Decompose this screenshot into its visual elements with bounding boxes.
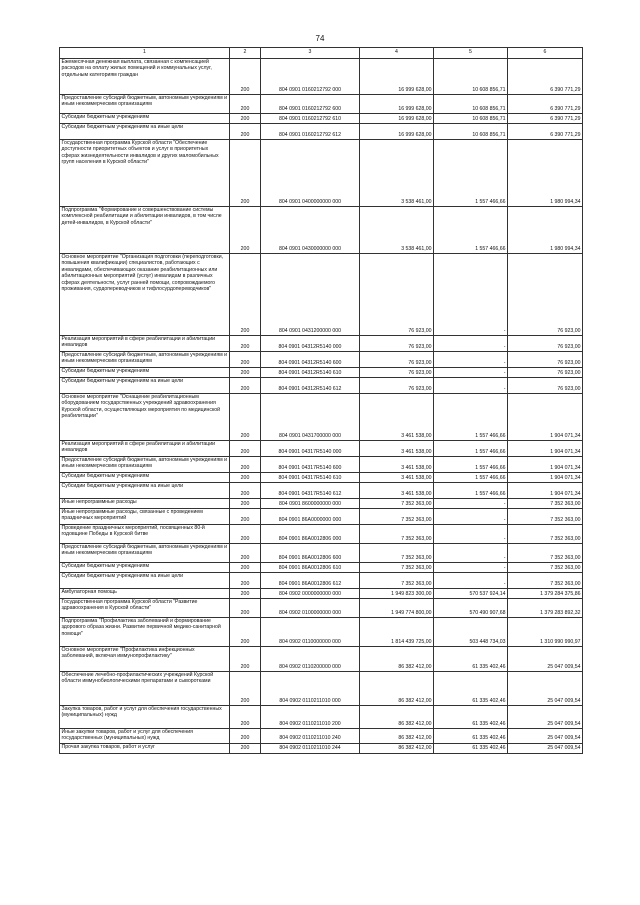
row-remaining-value: 6 390 771,29 xyxy=(508,124,583,140)
row-kvr-cell: 200 xyxy=(230,114,261,124)
page-number: 74 xyxy=(315,34,325,43)
row-kvr-cell: 200 xyxy=(230,59,261,95)
row-remaining-value: 1 379 283 892,32 xyxy=(508,599,583,618)
budget-table xyxy=(59,47,583,754)
table-row xyxy=(60,352,583,368)
table-row xyxy=(60,441,583,457)
row-executed-value: - xyxy=(434,254,508,336)
table-header-row xyxy=(60,48,583,59)
table-row xyxy=(60,563,583,573)
row-executed-value: 61 335 402,46 xyxy=(434,729,508,744)
row-code-cell: 804 0901 86А0012806 610 xyxy=(261,563,360,573)
row-code-cell: 804 0901 04317R5140 610 xyxy=(261,473,360,483)
row-approved-value: 7 352 363,00 xyxy=(360,573,434,589)
row-executed-value: - xyxy=(434,544,508,563)
row-code-cell: 804 0901 0160212792 612 xyxy=(261,124,360,140)
row-remaining-value: 7 352 363,00 xyxy=(508,563,583,573)
column-header: 5 xyxy=(434,48,508,59)
row-approved-value: 3 538 461,00 xyxy=(360,207,434,254)
row-name: Проведение праздничных мероприятий, посвященных 80-й годовщине Победы в Курской битве xyxy=(60,525,230,544)
row-remaining-value: 76 923,00 xyxy=(508,336,583,352)
row-code-cell: 804 0902 0100000000 000 xyxy=(261,599,360,618)
row-name: Предоставление субсидий бюджетным, автономным учреждениям и иным некоммерческим организациям xyxy=(60,95,230,114)
row-approved-value: 86 382 412,00 xyxy=(360,706,434,729)
table-row xyxy=(60,743,583,753)
table-body xyxy=(60,59,583,754)
row-approved-value: 16 999 628,00 xyxy=(360,59,434,95)
row-code-cell: 804 0901 0400000000 000 xyxy=(261,140,360,207)
table-row xyxy=(60,729,583,744)
row-code-cell: 804 0901 0431200000 000 xyxy=(261,254,360,336)
row-approved-value: 86 382 412,00 xyxy=(360,743,434,753)
row-kvr-cell: 200 xyxy=(230,729,261,744)
row-name: Обеспечение лечебно-профилактических учреждений Курской области иммунобиологическими препаратами и сыворотками xyxy=(60,672,230,706)
row-name: Амбулаторная помощь xyxy=(60,589,230,599)
row-approved-value: 16 999 628,00 xyxy=(360,95,434,114)
table-row xyxy=(60,706,583,729)
row-remaining-value: 25 047 009,54 xyxy=(508,729,583,744)
row-kvr-cell: 200 xyxy=(230,368,261,378)
row-executed-value: 1 557 466,66 xyxy=(434,207,508,254)
row-code-cell: 804 0902 0000000000 000 xyxy=(261,589,360,599)
table-row xyxy=(60,589,583,599)
row-remaining-value: 25 047 009,54 xyxy=(508,706,583,729)
row-remaining-value: 76 923,00 xyxy=(508,368,583,378)
row-kvr-cell: 200 xyxy=(230,95,261,114)
row-kvr-cell: 200 xyxy=(230,525,261,544)
row-approved-value: 1 814 439 725,00 xyxy=(360,618,434,647)
table-row xyxy=(60,473,583,483)
row-remaining-value: 1 904 071,34 xyxy=(508,394,583,441)
row-executed-value: 570 490 907,68 xyxy=(434,599,508,618)
row-executed-value: 10 608 856,71 xyxy=(434,95,508,114)
table-row xyxy=(60,573,583,589)
table-row xyxy=(60,394,583,441)
row-kvr-cell: 200 xyxy=(230,473,261,483)
table-row xyxy=(60,499,583,509)
row-code-cell: 804 0901 04312R5140 000 xyxy=(261,336,360,352)
row-name: Иные закупки товаров, работ и услуг для обеспечения государственных (муниципальных) нужд xyxy=(60,729,230,744)
row-code-cell: 804 0901 0430000000 000 xyxy=(261,207,360,254)
row-remaining-value: 1 904 071,34 xyxy=(508,457,583,473)
row-remaining-value: 7 352 363,00 xyxy=(508,499,583,509)
row-executed-value: 1 557 466,66 xyxy=(434,473,508,483)
row-name: Предоставление субсидий бюджетным, автономным учреждениям и иным некоммерческим организациям xyxy=(60,457,230,473)
row-executed-value: 10 608 856,71 xyxy=(434,59,508,95)
row-name: Реализация мероприятий в сфере реабилитации и абилитации инвалидов xyxy=(60,441,230,457)
row-approved-value: 1 949 823 300,00 xyxy=(360,589,434,599)
row-executed-value: 61 335 402,46 xyxy=(434,647,508,672)
row-name: Субсидии бюджетным учреждениям xyxy=(60,563,230,573)
row-approved-value: 76 923,00 xyxy=(360,378,434,394)
row-remaining-value: 7 352 363,00 xyxy=(508,544,583,563)
table-row xyxy=(60,368,583,378)
column-header: 3 xyxy=(261,48,360,59)
row-kvr-cell: 200 xyxy=(230,394,261,441)
row-executed-value: - xyxy=(434,368,508,378)
row-approved-value: 16 999 628,00 xyxy=(360,114,434,124)
row-executed-value: 1 557 466,66 xyxy=(434,457,508,473)
row-name: Иные непрограммные расходы xyxy=(60,499,230,509)
column-header: 2 xyxy=(230,48,261,59)
row-executed-value: - xyxy=(434,563,508,573)
row-remaining-value: 1 904 071,34 xyxy=(508,473,583,483)
row-kvr-cell: 200 xyxy=(230,563,261,573)
row-name: Субсидии бюджетным учреждениям на иные цели xyxy=(60,573,230,589)
table-row xyxy=(60,647,583,672)
table-row xyxy=(60,59,583,95)
row-executed-value: 1 557 466,66 xyxy=(434,441,508,457)
row-approved-value: 76 923,00 xyxy=(360,352,434,368)
row-code-cell: 804 0902 0110211010 200 xyxy=(261,706,360,729)
row-kvr-cell: 200 xyxy=(230,509,261,525)
row-name: Субсидии бюджетным учреждениям xyxy=(60,473,230,483)
row-approved-value: 3 461 538,00 xyxy=(360,483,434,499)
row-executed-value: 503 448 734,03 xyxy=(434,618,508,647)
row-executed-value: - xyxy=(434,352,508,368)
row-remaining-value: 1 379 284 375,86 xyxy=(508,589,583,599)
row-kvr-cell: 200 xyxy=(230,706,261,729)
row-remaining-value: 76 923,00 xyxy=(508,378,583,394)
row-name: Основное мероприятие "Организация подготовки (переподготовки, повышения квалификации) специалистов, работающих с инвалидами, обеспечивающих оказание реабилитационных или абилитационных мероприятий (услуг) инвалидам в различных сферах деятельности, услуг ранней помощи, сопровождаемого проживания, сурдопереводчиков и тифлосурдопереводчиков" xyxy=(60,254,230,336)
row-approved-value: 3 461 538,00 xyxy=(360,441,434,457)
table-row xyxy=(60,378,583,394)
row-kvr-cell: 200 xyxy=(230,352,261,368)
row-approved-value: 76 923,00 xyxy=(360,254,434,336)
table-row xyxy=(60,599,583,618)
row-code-cell: 804 0901 04312R5140 600 xyxy=(261,352,360,368)
row-kvr-cell: 200 xyxy=(230,254,261,336)
table-row xyxy=(60,672,583,706)
row-executed-value: - xyxy=(434,573,508,589)
row-remaining-value: 7 352 363,00 xyxy=(508,509,583,525)
row-remaining-value: 7 352 363,00 xyxy=(508,573,583,589)
row-approved-value: 7 352 363,00 xyxy=(360,563,434,573)
row-kvr-cell: 200 xyxy=(230,647,261,672)
row-remaining-value: 6 390 771,29 xyxy=(508,59,583,95)
row-code-cell: 804 0902 0110211010 240 xyxy=(261,729,360,744)
row-remaining-value: 1 310 990 990,97 xyxy=(508,618,583,647)
row-kvr-cell: 200 xyxy=(230,124,261,140)
row-remaining-value: 25 047 009,54 xyxy=(508,743,583,753)
row-approved-value: 76 923,00 xyxy=(360,336,434,352)
row-remaining-value: 76 923,00 xyxy=(508,254,583,336)
table-row xyxy=(60,457,583,473)
row-kvr-cell: 200 xyxy=(230,672,261,706)
table-row xyxy=(60,525,583,544)
table-row xyxy=(60,124,583,140)
row-name: Закупка товаров, работ и услуг для обеспечения государственных (муниципальных) нужд xyxy=(60,706,230,729)
row-kvr-cell: 200 xyxy=(230,599,261,618)
row-code-cell: 804 0901 86А0012806 000 xyxy=(261,525,360,544)
row-code-cell: 804 0901 86А0000000 000 xyxy=(261,509,360,525)
row-executed-value: 10 608 856,71 xyxy=(434,124,508,140)
row-code-cell: 804 0901 8600000000 000 xyxy=(261,499,360,509)
row-code-cell: 804 0901 04312R5140 610 xyxy=(261,368,360,378)
row-executed-value: - xyxy=(434,378,508,394)
column-header: 1 xyxy=(60,48,230,59)
row-code-cell: 804 0901 86А0012806 600 xyxy=(261,544,360,563)
table-row xyxy=(60,140,583,207)
row-name: Предоставление субсидий бюджетным, автономным учреждениям и иным некоммерческим организациям xyxy=(60,544,230,563)
row-name: Подпрограмма "Профилактика заболеваний и формирование здорового образа жизни. Развитие первичной медико-санитарной помощи" xyxy=(60,618,230,647)
table-row xyxy=(60,95,583,114)
table-row xyxy=(60,114,583,124)
row-name: Ежемесячная денежная выплата, связанная с компенсацией расходов на оплату жилых помещений и коммунальных услуг, отдельным категориям граждан xyxy=(60,59,230,95)
row-executed-value: 61 335 402,46 xyxy=(434,743,508,753)
row-remaining-value: 25 047 009,54 xyxy=(508,647,583,672)
row-approved-value: 86 382 412,00 xyxy=(360,647,434,672)
row-executed-value: 10 608 856,71 xyxy=(434,114,508,124)
row-approved-value: 1 949 774 800,00 xyxy=(360,599,434,618)
row-name: Иные непрограммные расходы, связанные с проведением праздничных мероприятий xyxy=(60,509,230,525)
column-header: 6 xyxy=(508,48,583,59)
row-name: Субсидии бюджетным учреждениям xyxy=(60,114,230,124)
row-kvr-cell: 200 xyxy=(230,483,261,499)
row-executed-value: 1 557 466,66 xyxy=(434,140,508,207)
row-remaining-value: 76 923,00 xyxy=(508,352,583,368)
row-remaining-value: 1 904 071,34 xyxy=(508,483,583,499)
table-row xyxy=(60,483,583,499)
row-code-cell: 804 0902 0110200000 000 xyxy=(261,647,360,672)
row-executed-value: 1 557 466,66 xyxy=(434,483,508,499)
row-name: Предоставление субсидий бюджетным, автономным учреждениям и иным некоммерческим организациям xyxy=(60,352,230,368)
row-remaining-value: 6 390 771,29 xyxy=(508,95,583,114)
row-remaining-value: 7 352 363,00 xyxy=(508,525,583,544)
row-approved-value: 7 352 363,00 xyxy=(360,509,434,525)
row-executed-value: 1 557 466,66 xyxy=(434,394,508,441)
row-code-cell: 804 0901 04317R5140 000 xyxy=(261,441,360,457)
row-code-cell: 804 0902 0110211010 000 xyxy=(261,672,360,706)
row-name: Основное мероприятие "Оснащение реабилитационным оборудованием государственных учреждений здравоохранения Курской области, осуществляющих мероприятия по медицинской реабилитации" xyxy=(60,394,230,441)
row-code-cell: 804 0902 0110211010 244 xyxy=(261,743,360,753)
table-row xyxy=(60,207,583,254)
row-executed-value: 61 335 402,46 xyxy=(434,672,508,706)
row-code-cell: 804 0901 04317R5140 612 xyxy=(261,483,360,499)
row-remaining-value: 1 904 071,34 xyxy=(508,441,583,457)
row-name: Реализация мероприятий в сфере реабилитации и абилитации инвалидов xyxy=(60,336,230,352)
row-kvr-cell: 200 xyxy=(230,457,261,473)
row-approved-value: 3 461 538,00 xyxy=(360,457,434,473)
row-executed-value: - xyxy=(434,509,508,525)
row-name: Субсидии бюджетным учреждениям на иные цели xyxy=(60,124,230,140)
row-executed-value: 61 335 402,46 xyxy=(434,706,508,729)
row-approved-value: 76 923,00 xyxy=(360,368,434,378)
row-approved-value: 3 538 461,00 xyxy=(360,140,434,207)
table-row xyxy=(60,336,583,352)
table-row xyxy=(60,509,583,525)
row-name: Государственная программа Курской области "Развитие здравоохранения в Курской области" xyxy=(60,599,230,618)
row-remaining-value: 1 980 994,34 xyxy=(508,140,583,207)
row-name: Субсидии бюджетным учреждениям на иные цели xyxy=(60,378,230,394)
row-executed-value: - xyxy=(434,499,508,509)
row-code-cell: 804 0901 0160212792 600 xyxy=(261,95,360,114)
row-name: Государственная программа Курской области "Обеспечение доступности приоритетных объектов и услуг в приоритетных сферах жизнедеятельности инвалидов и других маломобильных групп населения в Курской области" xyxy=(60,140,230,207)
row-code-cell: 804 0901 04312R5140 612 xyxy=(261,378,360,394)
row-kvr-cell: 200 xyxy=(230,499,261,509)
row-approved-value: 16 999 628,00 xyxy=(360,124,434,140)
row-executed-value: 570 537 924,14 xyxy=(434,589,508,599)
row-name: Подпрограмма "Формирование и совершенствование системы комплексной реабилитации и абилитации инвалидов, в том числе детей-инвалидов, в Курской области" xyxy=(60,207,230,254)
row-executed-value: - xyxy=(434,525,508,544)
row-name: Основное мероприятие "Профилактика инфекционных заболеваний, включая иммунопрофилактику" xyxy=(60,647,230,672)
row-kvr-cell: 200 xyxy=(230,378,261,394)
row-name: Субсидии бюджетным учреждениям xyxy=(60,368,230,378)
table-row xyxy=(60,254,583,336)
row-approved-value: 3 461 538,00 xyxy=(360,394,434,441)
row-kvr-cell: 200 xyxy=(230,140,261,207)
row-approved-value: 7 352 363,00 xyxy=(360,499,434,509)
table-row xyxy=(60,618,583,647)
row-kvr-cell: 200 xyxy=(230,441,261,457)
row-kvr-cell: 200 xyxy=(230,207,261,254)
row-code-cell: 804 0901 0431700000 000 xyxy=(261,394,360,441)
row-remaining-value: 6 390 771,29 xyxy=(508,114,583,124)
row-kvr-cell: 200 xyxy=(230,336,261,352)
row-kvr-cell: 200 xyxy=(230,573,261,589)
row-remaining-value: 25 047 009,54 xyxy=(508,672,583,706)
row-kvr-cell: 200 xyxy=(230,743,261,753)
row-approved-value: 86 382 412,00 xyxy=(360,729,434,744)
table-row xyxy=(60,544,583,563)
row-name: Прочая закупка товаров, работ и услуг xyxy=(60,743,230,753)
row-kvr-cell: 200 xyxy=(230,544,261,563)
row-approved-value: 3 461 538,00 xyxy=(360,473,434,483)
row-name: Субсидии бюджетным учреждениям на иные цели xyxy=(60,483,230,499)
row-remaining-value: 1 980 994,34 xyxy=(508,207,583,254)
row-kvr-cell: 200 xyxy=(230,589,261,599)
row-approved-value: 7 352 363,00 xyxy=(360,544,434,563)
column-header: 4 xyxy=(360,48,434,59)
row-approved-value: 86 382 412,00 xyxy=(360,672,434,706)
row-approved-value: 7 352 363,00 xyxy=(360,525,434,544)
row-code-cell: 804 0901 0160212792 000 xyxy=(261,59,360,95)
row-code-cell: 804 0901 86А0012806 612 xyxy=(261,573,360,589)
row-kvr-cell: 200 xyxy=(230,618,261,647)
row-executed-value: - xyxy=(434,336,508,352)
row-code-cell: 804 0902 0110000000 000 xyxy=(261,618,360,647)
row-code-cell: 804 0901 0160212792 610 xyxy=(261,114,360,124)
row-code-cell: 804 0901 04317R5140 600 xyxy=(261,457,360,473)
